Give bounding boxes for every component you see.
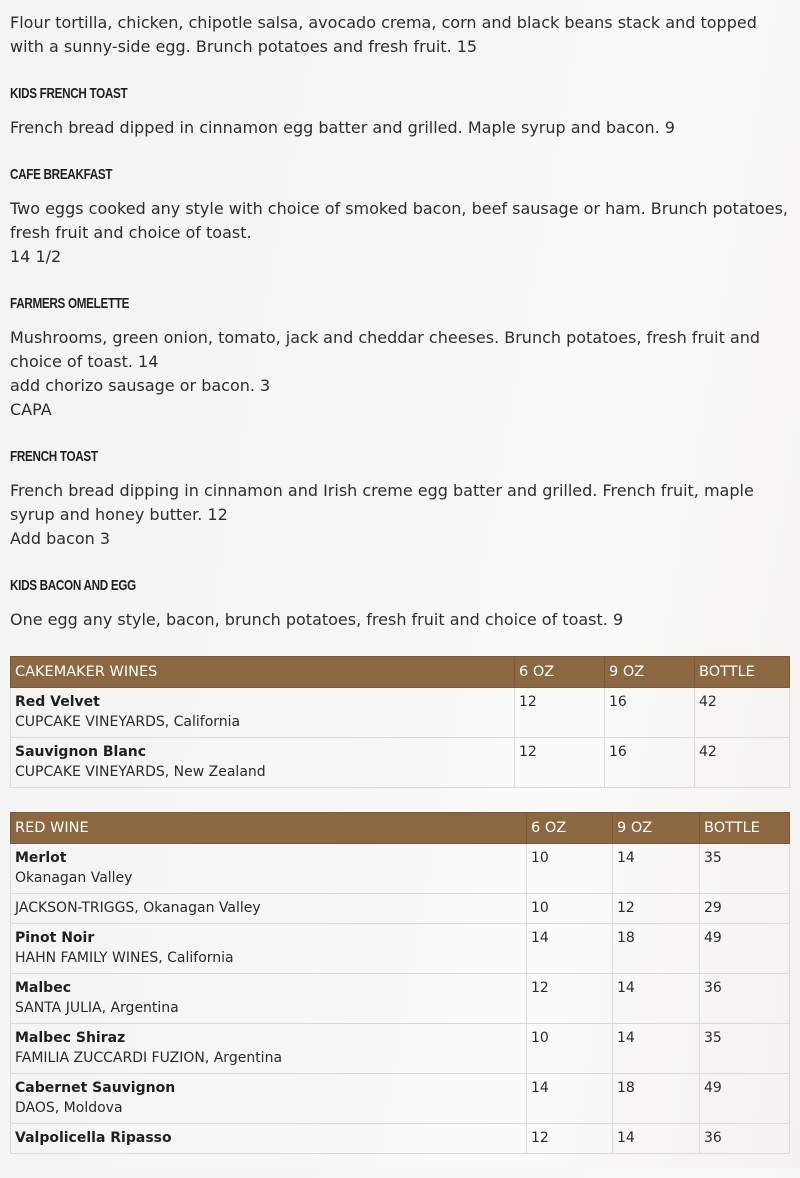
wine-table-header xyxy=(11,813,790,844)
wine-origin: HAHN FAMILY WINES, California xyxy=(15,950,234,966)
wine-name: Valpolicella Ripasso xyxy=(15,1130,172,1146)
menu-item-description: 14 1/2 xyxy=(10,247,62,266)
column-header-bottle: BOTTLE xyxy=(695,657,790,688)
menu-item-cafe-breakfast xyxy=(10,164,790,269)
column-header-6-oz: 6 OZ xyxy=(527,813,613,844)
wine-name: Malbec Shiraz xyxy=(15,1030,126,1046)
wine-table-header xyxy=(11,657,790,688)
wine-name: Sauvignon Blanc xyxy=(15,744,147,760)
column-header-9-oz: 9 OZ xyxy=(605,657,695,688)
wine-row xyxy=(11,1024,790,1074)
menu-item-description: Mushrooms, green onion, tomato, jack and cheddar cheeses. Brunch potatoes, fresh fruit and choice of toast. 14 xyxy=(10,328,761,371)
wine-cell xyxy=(11,738,515,788)
menu-item-description: add chorizo sausage or bacon. 3 xyxy=(10,376,271,395)
wine-origin: Okanagan Valley xyxy=(15,870,133,886)
price-bottle: 29 xyxy=(700,894,790,924)
wine-origin: JACKSON-TRIGGS, Okanagan Valley xyxy=(15,900,261,916)
column-header-bottle: BOTTLE xyxy=(700,813,790,844)
price-oz6: 12 xyxy=(527,1124,613,1154)
wine-row xyxy=(11,688,790,738)
price-bottle: 42 xyxy=(695,738,790,788)
menu-item-french-toast xyxy=(10,446,790,551)
price-oz9: 18 xyxy=(613,924,700,974)
wine-cell xyxy=(11,1024,527,1074)
spacer xyxy=(10,315,790,326)
price-oz6: 14 xyxy=(527,924,613,974)
header-row xyxy=(11,813,790,844)
price-bottle: 49 xyxy=(700,1074,790,1124)
menu-item-list xyxy=(10,0,790,632)
price-oz6: 10 xyxy=(527,1024,613,1074)
wine-cell xyxy=(11,1124,527,1154)
wine-cell xyxy=(11,844,527,894)
menu-item-title: FRENCH TOAST xyxy=(10,448,98,465)
wine-row xyxy=(11,844,790,894)
menu-item-description: Flour tortilla, chicken, chipotle salsa, avocado crema, corn and black beans stack and topped with a sunny-side egg. Brunch potatoes and fresh fruit. 15 xyxy=(10,13,757,56)
spacer xyxy=(10,105,790,116)
wine-origin: DAOS, Moldova xyxy=(15,1100,123,1116)
wine-cell xyxy=(11,688,515,738)
price-oz6: 12 xyxy=(515,688,605,738)
column-header-cakemaker-wines: CAKEMAKER WINES xyxy=(11,657,515,688)
wine-origin: CUPCAKE VINEYARDS, California xyxy=(15,714,241,730)
price-oz9: 14 xyxy=(613,844,700,894)
price-oz9: 18 xyxy=(613,1074,700,1124)
menu-item-description: French bread dipping in cinnamon and Irish creme egg batter and grilled. French fruit, maple syrup and honey butter. 12 xyxy=(10,481,754,524)
price-oz6: 10 xyxy=(527,844,613,894)
wine-origin: CUPCAKE VINEYARDS, New Zealand xyxy=(15,764,266,780)
wine-row xyxy=(11,974,790,1024)
price-oz6: 12 xyxy=(515,738,605,788)
menu-page xyxy=(10,0,790,1178)
price-bottle: 36 xyxy=(700,1124,790,1154)
column-header-red-wine: RED WINE xyxy=(11,813,527,844)
price-bottle: 35 xyxy=(700,1024,790,1074)
menu-item-description: Add bacon 3 xyxy=(10,529,111,548)
spacer xyxy=(10,468,790,479)
wine-name: Red Velvet xyxy=(15,694,100,710)
menu-item-description: CAPA xyxy=(10,400,52,419)
wine-cell xyxy=(11,974,527,1024)
column-header-6-oz: 6 OZ xyxy=(515,657,605,688)
price-bottle: 36 xyxy=(700,974,790,1024)
price-oz6: 12 xyxy=(527,974,613,1024)
menu-item-chicken-huevos-rancheros xyxy=(10,0,790,59)
menu-item-title: KIDS BACON AND EGG xyxy=(10,577,136,594)
wine-table-body xyxy=(11,688,790,788)
wine-name: Merlot xyxy=(15,850,67,866)
spacer xyxy=(10,0,790,11)
menu-item-kids-french-toast xyxy=(10,83,790,140)
column-header-9-oz: 9 OZ xyxy=(613,813,700,844)
wine-row xyxy=(11,738,790,788)
price-bottle: 35 xyxy=(700,844,790,894)
wine-row xyxy=(11,1074,790,1124)
wine-cell xyxy=(11,894,527,924)
menu-item-kids-bacon-and-egg xyxy=(10,575,790,632)
header-row xyxy=(11,657,790,688)
wine-origin: SANTA JULIA, Argentina xyxy=(15,1000,179,1016)
wine-table-cakemaker-wines xyxy=(10,656,790,788)
menu-item-description: Two eggs cooked any style with choice of smoked bacon, beef sausage or ham. Brunch potatoes, fresh fruit and choice of toast. xyxy=(10,199,788,242)
price-bottle: 42 xyxy=(695,688,790,738)
wine-row xyxy=(11,894,790,924)
wine-name: Cabernet Sauvignon xyxy=(15,1080,176,1096)
wine-origin: FAMILIA ZUCCARDI FUZION, Argentina xyxy=(15,1050,283,1066)
wine-row xyxy=(11,1124,790,1154)
price-oz9: 16 xyxy=(605,688,695,738)
price-oz9: 14 xyxy=(613,974,700,1024)
spacer xyxy=(10,597,790,608)
wine-cell xyxy=(11,924,527,974)
wine-table-body xyxy=(11,844,790,1154)
price-oz9: 14 xyxy=(613,1124,700,1154)
price-oz9: 16 xyxy=(605,738,695,788)
price-oz6: 10 xyxy=(527,894,613,924)
menu-item-title: FARMERS OMELETTE xyxy=(10,295,130,312)
wine-table-red-wine xyxy=(10,812,790,1154)
price-oz9: 12 xyxy=(613,894,700,924)
wine-name: Malbec xyxy=(15,980,71,996)
spacer xyxy=(10,186,790,197)
menu-item-title: CAFE BREAKFAST xyxy=(10,166,113,183)
wine-row xyxy=(11,924,790,974)
price-oz6: 14 xyxy=(527,1074,613,1124)
wine-list xyxy=(10,656,790,1154)
price-oz9: 14 xyxy=(613,1024,700,1074)
price-bottle: 49 xyxy=(700,924,790,974)
wine-cell xyxy=(11,1074,527,1124)
wine-name: Pinot Noir xyxy=(15,930,95,946)
menu-item-description: French bread dipped in cinnamon egg batter and grilled. Maple syrup and bacon. 9 xyxy=(10,118,675,137)
menu-item-description: One egg any style, bacon, brunch potatoes, fresh fruit and choice of toast. 9 xyxy=(10,610,624,629)
menu-item-farmers-omelette xyxy=(10,293,790,422)
menu-item-title: KIDS FRENCH TOAST xyxy=(10,85,128,102)
